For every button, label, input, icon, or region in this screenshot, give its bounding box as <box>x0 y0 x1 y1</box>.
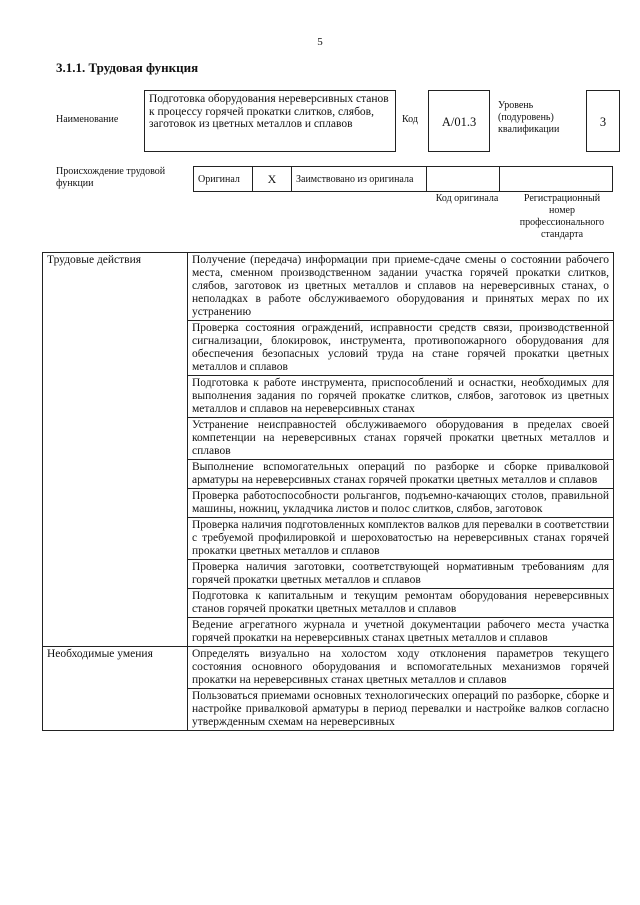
table-cell: Подготовка к капитальным и текущим ремонтам оборудования нереверсивных станов горячей прокатки цветных металлов и сплавов <box>188 589 614 618</box>
page-number: 5 <box>317 36 323 48</box>
reg-number-cell <box>500 167 613 192</box>
code-label: Код <box>402 114 418 125</box>
table-row <box>43 647 614 689</box>
qualification-level-box: 3 <box>586 90 620 152</box>
function-name-box: Подготовка оборудования нереверсивных станов к процессу горячей прокатки слитков, слябов, заготовок из цветных металлов и сплавов <box>144 90 396 152</box>
origin-label: Происхождение трудовой функции <box>56 166 166 189</box>
section-title: 3.1.1. Трудовая функция <box>56 60 199 75</box>
table-cell: Пользоваться приемами основных технологических операций по разборке, сборке и настройке привалковой арматуры в период перевалки и настройке валков согласно утвержденным схемам на нереверсивных <box>188 689 614 731</box>
table-cell: Получение (передача) информации при приеме-сдаче смены о состоянии рабочего места, сменном производственном задании участка горячей прокатки слитков, слябов, заготовок из цветных металлов и сплавов на нереверсивных станах, о неполадках в работе обслуживаемого оборудования и принятых мерах по их устранению <box>188 253 614 321</box>
table-cell: Проверка наличия заготовки, соответствующей нормативным требованиям для горячей прокатки цветных металлов и сплавов <box>188 560 614 589</box>
original-label: Оригинал <box>194 167 253 192</box>
table-cell: Подготовка к работе инструмента, приспособлений и оснастки, необходимых для выполнения задания по горячей прокатке слитков, слябов, заготовок из цветных металлов и сплавов на нереверсивных станах <box>188 376 614 418</box>
name-label: Наименование <box>56 114 119 125</box>
code-original-caption: Код оригинала <box>435 193 499 204</box>
origin-table <box>193 166 613 192</box>
labor-function-table <box>42 252 614 731</box>
function-code-box: A/01.3 <box>428 90 490 152</box>
table-cell: Определять визуально на холостом ходу отклонения параметров текущего состояния основного оборудования и вспомогательных механизмов горячей прокатки на нереверсивных станах цветных металлов и сплавов <box>188 647 614 689</box>
code-original-cell <box>427 167 500 192</box>
table-cell: Проверка состояния ограждений, исправности средств связи, производственной сигнализации, блокировок, инструмента, противопожарного оборудования для обеспечения безопасных условий труда на стане горячей прокатки цветных металлов и сплавов <box>188 321 614 376</box>
table-cell: Проверка работоспособности рольгангов, подъемно-качающих столов, правильной машины, ножниц, укладчика листов и полос слитков, слябов, заготовок <box>188 489 614 518</box>
reg-number-caption: Регистрационный номер профессионального стандарта <box>519 193 605 240</box>
table-row <box>43 253 614 321</box>
table-cell: Проверка наличия подготовленных комплектов валков для перевалки в соответствии с требуемой профилировкой и шероховатостью на нереверсивных станах горячей прокатки цветных металлов и сплавов <box>188 518 614 560</box>
table-cell: Ведение агрегатного журнала и учетной документации рабочего места участка горячей прокатки на нереверсивных станах цветных металлов и сплавов <box>188 618 614 647</box>
original-mark: X <box>253 167 292 192</box>
qualification-level-label: Уровень (подуровень) квалификации <box>498 100 560 135</box>
borrowed-label: Заимствовано из оригинала <box>292 167 427 192</box>
table-cell: Выполнение вспомогательных операций по разборке и сборке привалковой арматуры на нереверсивных станах горячей прокатки цветных металлов и сплавов <box>188 460 614 489</box>
table-cell: Устранение неисправностей обслуживаемого оборудования в пределах своей компетенции на нереверсивных станах горячей прокатки цветных металлов и сплавов <box>188 418 614 460</box>
category-cell: Трудовые действия <box>43 253 188 647</box>
category-cell: Необходимые умения <box>43 647 188 731</box>
